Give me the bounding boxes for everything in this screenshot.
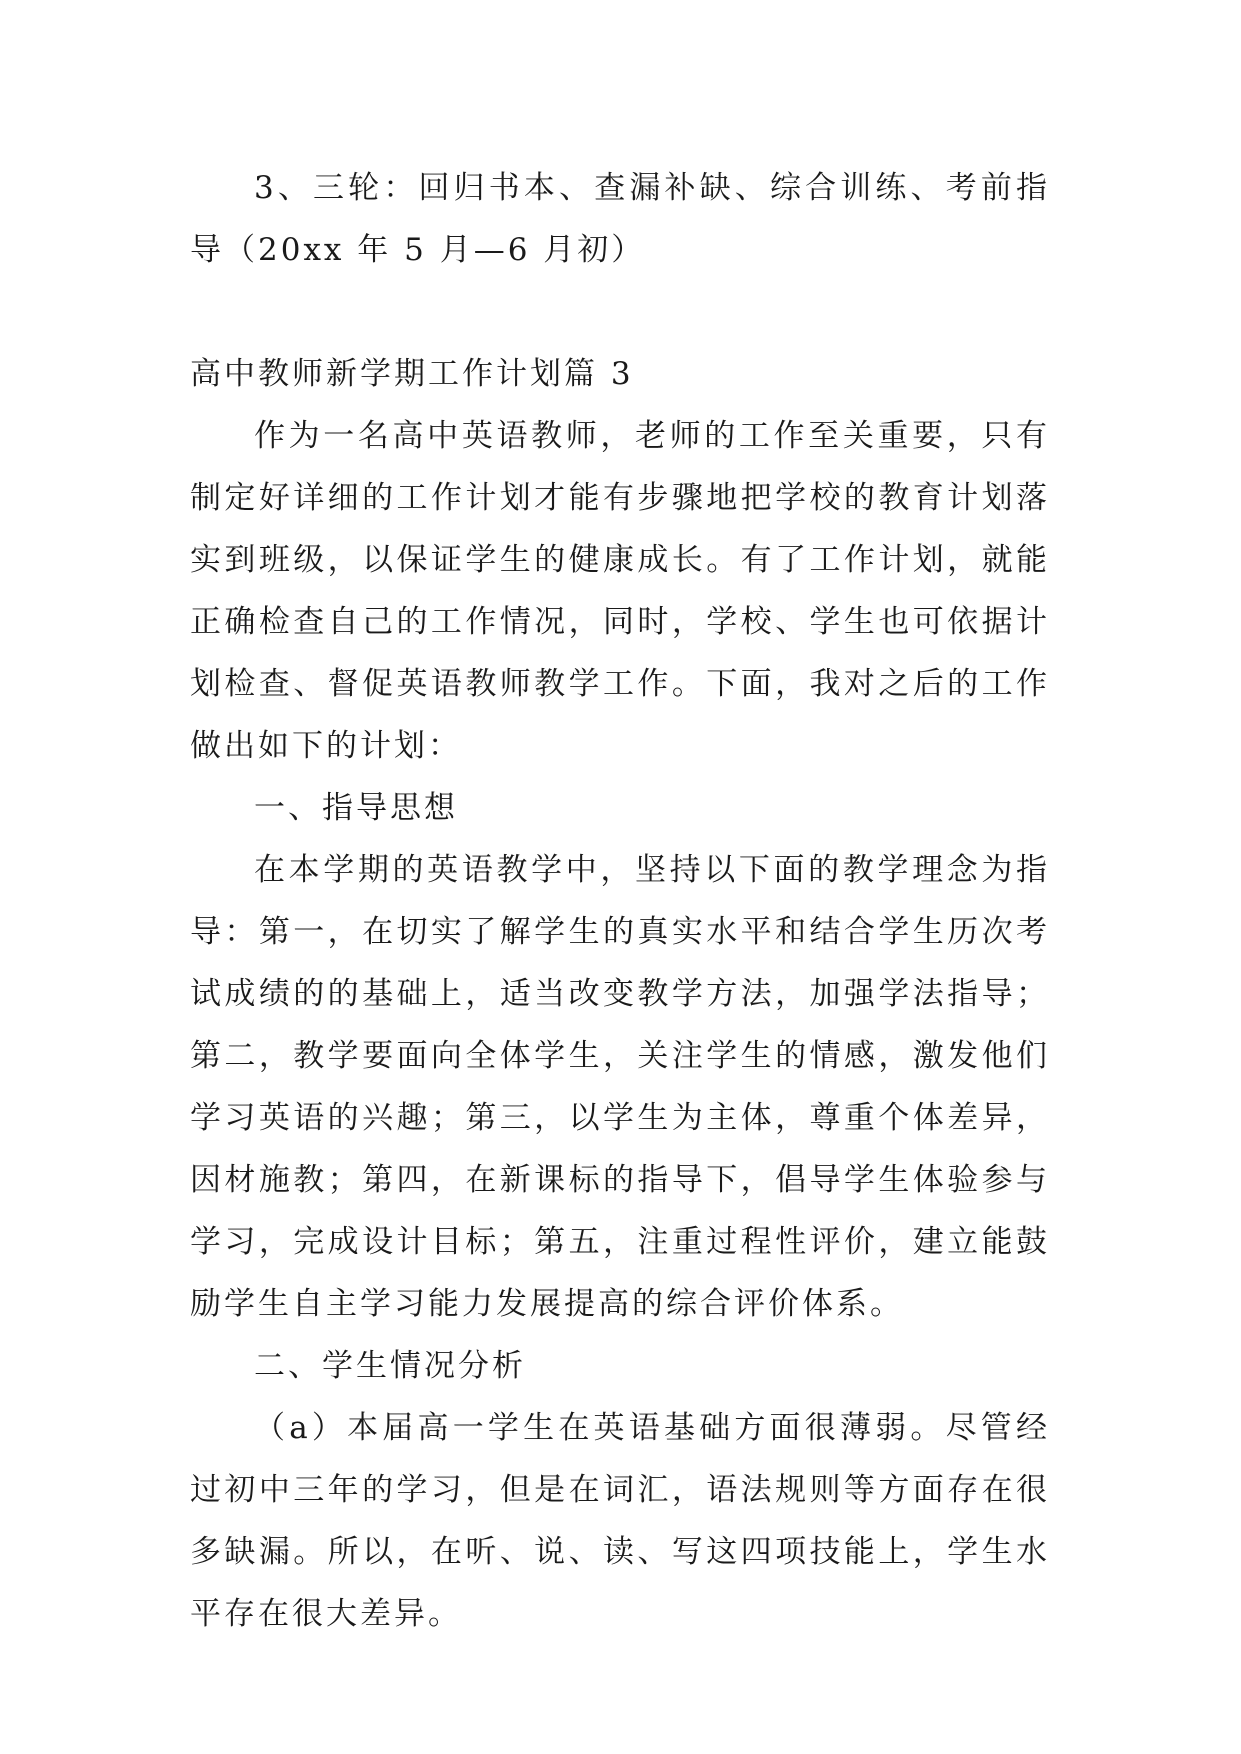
- paragraph-student-analysis: （a）本届高一学生在英语基础方面很薄弱。尽管经过初中三年的学习，但是在词汇，语法规则等方面存在很多缺漏。所以，在听、说、读、写这四项技能上，学生水平存在很大差异。: [190, 1410, 1050, 1632]
- paragraph-guiding-ideology: 在本学期的英语教学中，坚持以下面的教学理念为指导：第一，在切实了解学生的真实水平和结合学生历次考试成绩的的基础上，适当改变教学方法，加强学法指导；第二，教学要面向全体学生，关注学生的情感，激发他们学习英语的兴趣；第三，以学生为主体，尊重个体差异，因材施教；第四，在新课标的指导下，倡导学生体验参与学习，完成设计目标；第五，注重过程性评价，建立能鼓励学生自主学习能力发展提高的综合评价体系。: [190, 852, 1050, 1322]
- heading-guiding-ideology: 一、指导思想: [254, 790, 458, 826]
- heading-student-analysis: 二、学生情况分析: [254, 1348, 526, 1384]
- paragraph-intro: 作为一名高中英语教师，老师的工作至关重要，只有制定好详细的工作计划才能有步骤地把学校的教育计划落实到班级，以保证学生的健康成长。有了工作计划，就能正确检查自己的工作情况，同时，学校、学生也可依据计划检查、督促英语教师教学工作。下面，我对之后的工作做出如下的计划：: [190, 418, 1050, 764]
- blank-line: [190, 281, 1050, 343]
- document-body: [190, 157, 1050, 1645]
- section-title: 高中教师新学期工作计划篇 3: [190, 356, 634, 392]
- paragraph-third-round: 3、三轮：回归书本、查漏补缺、综合训练、考前指导（20xx 年 5 月—6 月初）: [190, 170, 1050, 268]
